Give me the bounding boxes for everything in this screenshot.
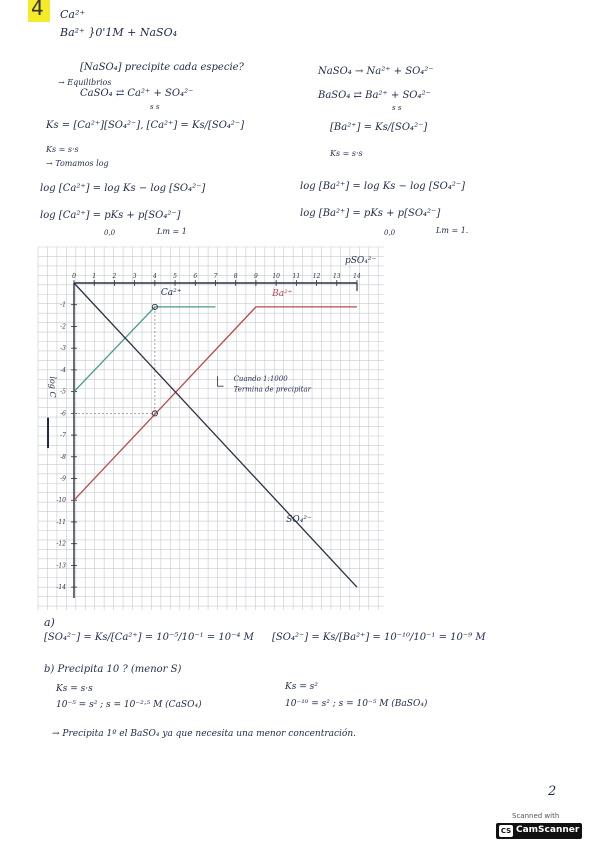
part-b-conclusion: → Precipita 1º el BaSO₄ ya que necesita una menor concentración.	[52, 729, 357, 739]
note-equilibrios: → Equilibrios	[58, 78, 112, 87]
camscanner-watermark	[496, 812, 588, 840]
scanner-caption: Scanned with	[512, 812, 560, 820]
note-ca-zero: 0,0	[104, 229, 116, 237]
y-tick-label: -12	[56, 540, 66, 548]
y-tick-label: -5	[60, 388, 66, 396]
x-tick-label: 14	[353, 273, 361, 280]
y-tick-label: -4	[60, 366, 66, 374]
y-tick-label: -9	[60, 475, 66, 483]
note-ba-lm: Lm = 1.	[436, 226, 469, 235]
note-ca-lm: Lm = 1	[157, 227, 187, 236]
x-tick-label: 9	[254, 273, 258, 280]
x-tick-label: 10	[272, 273, 280, 280]
part-b-right-1: Ks = s²	[285, 682, 318, 692]
y-tick-label: -7	[60, 432, 66, 440]
y-tick-label: -3	[60, 345, 66, 353]
note-ca-equation: CaSO₄ ⇄ Ca²⁺ + SO₄²⁻	[80, 88, 194, 99]
series-line	[74, 283, 357, 587]
y-tick-label: -2	[60, 323, 66, 331]
y-tick-label: -8	[60, 453, 66, 461]
x-tick-label: 3	[132, 273, 137, 280]
x-tick-label: 6	[193, 273, 198, 280]
note-ca-log1: log [Ca²⁺] = log Ks − log [SO₄²⁻]	[40, 183, 206, 194]
x-tick-label: 13	[332, 273, 341, 280]
note-question: [NaSO₄] precipite cada especie?	[80, 62, 244, 73]
page-number: 2	[548, 784, 557, 799]
note-ca-s: s s	[150, 103, 160, 111]
x-tick-label: 7	[213, 273, 218, 280]
series-line	[74, 307, 357, 500]
series-line	[74, 307, 216, 392]
cs-icon: CS	[500, 827, 512, 835]
part-a-label: a)	[44, 616, 55, 629]
y-tick-label: -6	[60, 410, 66, 418]
x-tick-label: 5	[173, 273, 177, 280]
note-ca-ks: Ks = [Ca²⁺][SO₄²⁻], [Ca²⁺] = Ks/[SO₄²⁻]	[46, 120, 245, 131]
chart-ticks	[56, 273, 361, 591]
x-tick-label: 8	[233, 273, 238, 280]
header-line-2: Ba²⁺ }0'1M + NaSO₄	[60, 26, 177, 39]
x-tick-label: 2	[112, 273, 117, 280]
part-a-right-equation: [SO₄²⁻] = Ks/[Ba²⁺] = 10⁻¹⁰/10⁻¹ = 10⁻⁹ M	[272, 632, 486, 643]
series-label: Ba²⁺	[272, 289, 293, 300]
note-tomamos-log: → Tomamos log	[46, 159, 109, 168]
note-ks-ss: Ks = s·s	[46, 145, 79, 154]
chart-axes	[74, 283, 357, 598]
header-line-1: Ca²⁺	[60, 8, 86, 21]
x-axis-label: pSO₄²⁻	[345, 256, 377, 266]
y-tick-label: -13	[56, 562, 66, 570]
chart-series	[74, 283, 357, 587]
part-b-left-1: Ks = s·s	[56, 684, 93, 694]
part-b-left-2: 10⁻⁵ = s² ; s = 10⁻²·⁵ M (CaSO₄)	[56, 700, 202, 710]
y-axis-label: log C	[48, 376, 57, 398]
camscanner-logo	[496, 823, 582, 839]
scanner-brand: CamScanner	[516, 825, 580, 835]
series-label: SO₄²⁻	[286, 514, 312, 525]
note-ba-s: s s	[392, 104, 402, 112]
x-tick-label: 1	[92, 273, 97, 280]
part-b-question: b) Precipita 10 ? (menor S)	[44, 664, 182, 675]
x-tick-label: 11	[292, 273, 301, 280]
part-a-left-equation: [SO₄²⁻] = Ks/[Ca²⁺] = 10⁻⁵/10⁻¹ = 10⁻⁴ M	[44, 632, 254, 643]
question-number: 4	[31, 0, 44, 20]
x-tick-label: 12	[312, 273, 321, 280]
note-ba-log2: log [Ba²⁺] = pKs + p[SO₄²⁻]	[300, 208, 441, 219]
note-ba-ks: [Ba²⁺] = Ks/[SO₄²⁻]	[330, 122, 428, 133]
note-ba-zero: 0,0	[384, 229, 396, 237]
note-ba-ks-ss: Ks = s·s	[330, 149, 363, 158]
x-tick-label: 4	[152, 273, 157, 280]
part-b-right-2: 10⁻¹⁰ = s² ; s = 10⁻⁵ M (BaSO₄)	[285, 699, 428, 709]
annotation-text: Cuando 1:1000	[233, 374, 288, 383]
annotation-text: Termina de precipitar	[233, 385, 312, 394]
note-ba-equation: BaSO₄ ⇄ Ba²⁺ + SO₄²⁻	[318, 90, 431, 101]
series-label: Ca²⁺	[160, 287, 182, 298]
note-nazso4-dissoc: NaSO₄ → Na²⁺ + SO₄²⁻	[318, 66, 434, 77]
note-ca-log2: log [Ca²⁺] = pKs + p[SO₄²⁻]	[40, 210, 181, 221]
y-tick-label: -10	[56, 497, 66, 505]
graph-paper-grid	[38, 247, 384, 610]
y-tick-label: -11	[56, 518, 66, 526]
y-tick-label: -14	[56, 584, 66, 592]
chart-labels	[48, 256, 377, 525]
y-tick-label: -1	[60, 301, 66, 309]
note-ba-log1: log [Ba²⁺] = log Ks − log [SO₄²⁻]	[300, 181, 466, 192]
x-tick-label: 0	[72, 273, 76, 280]
